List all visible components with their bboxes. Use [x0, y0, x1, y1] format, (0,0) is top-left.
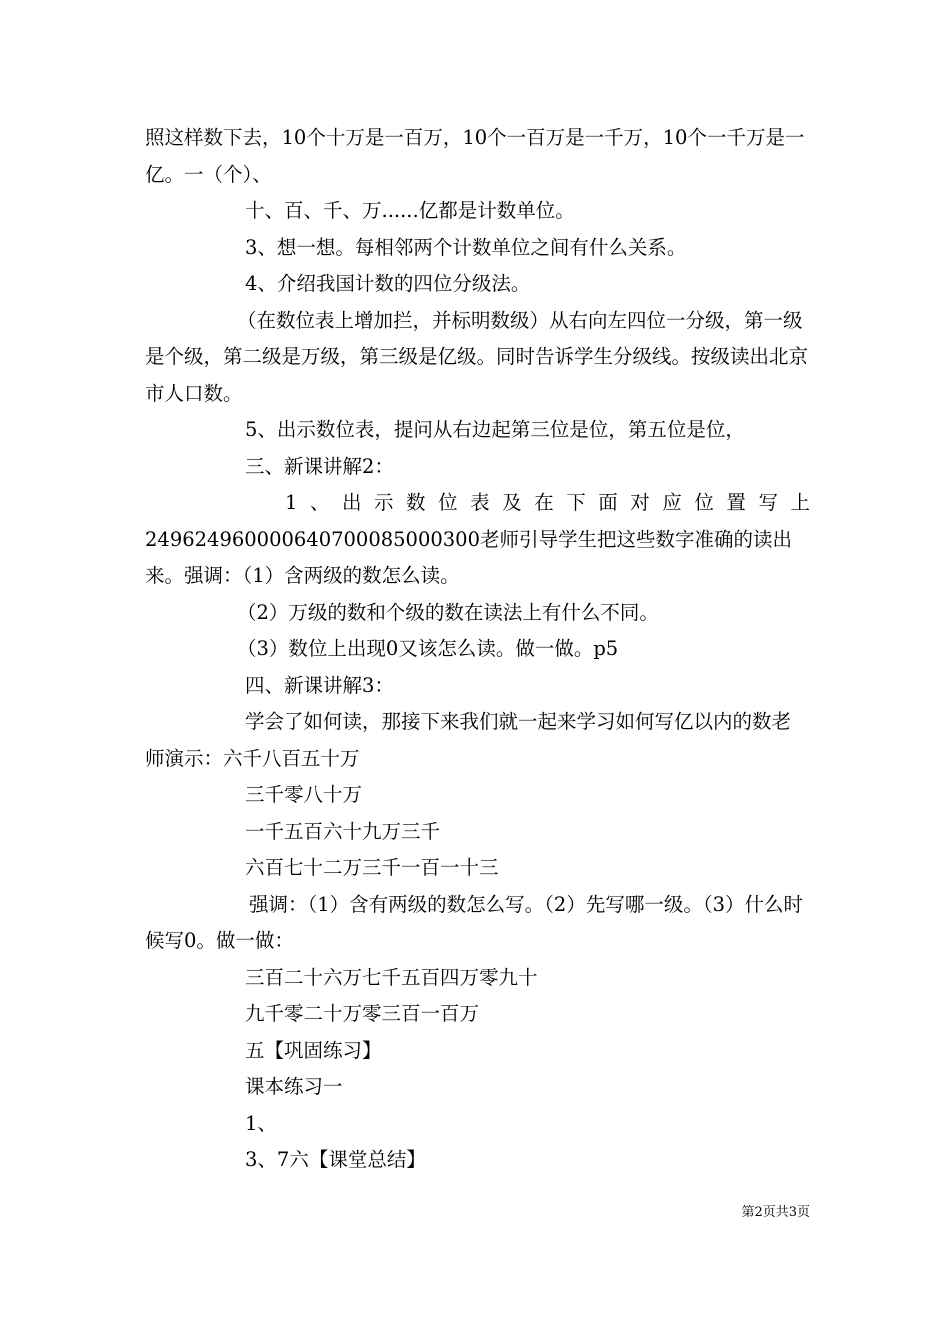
paragraph-item-1: 1、: [245, 1111, 277, 1135]
paragraph-show-table: 1、出示数位表及在下面对应位置写上: [285, 491, 810, 514]
section-heading-lesson-2: 三、新课讲解2：: [245, 454, 394, 478]
paragraph-emphasis-3: （3）数位上出现0又该怎么读。做一做。p5: [237, 637, 619, 660]
paragraph-grouping-detail: （在数位表上增加拦，并标明数级）从右向左四位一分级，第一级是个级，第二级是万级，第三级是亿级。同时告诉学生分级线。按级读出北京市人口数。: [145, 308, 809, 405]
paragraph-example-1: 三千零八十万: [245, 783, 363, 806]
section-heading-summary: 3、7六【课堂总结】: [245, 1148, 426, 1171]
paragraph-counting-units: 照这样数下去，10个十万是一百万，10个一百万是一千万，10个一千万是一亿。一（个）、: [145, 126, 805, 186]
paragraph-exercise-1: 三百二十六万七千五百四万零九十: [245, 965, 538, 989]
paragraph-think: 3、想一想。每相邻两个计数单位之间有什么关系。: [245, 235, 687, 259]
paragraph-emphasis-2: （2）万级的数和个级的数在读法上有什么不同。: [237, 600, 659, 624]
paragraph-place-table: 5、出示数位表，提问从右边起第三位是位，第五位是位，: [245, 418, 745, 441]
paragraph-writing-intro: 学会了如何读，那接下来我们就一起来学习如何写亿以内的数老师演示：六千八百五十万: [145, 710, 792, 770]
paragraph-grouping-method: 4、介绍我国计数的四位分级法。: [245, 272, 531, 295]
paragraph-writing-emphasis: 强调：（1）含有两级的数怎么写。（2）先写哪一级。（3）什么时候写0。做一做：: [145, 892, 803, 952]
page-number-footer: 第2页共3页: [741, 1205, 810, 1220]
section-heading-lesson-3: 四、新课讲解3：: [245, 673, 394, 697]
paragraph-example-2: 一千五百六十九万三千: [245, 819, 441, 843]
paragraph-units-list: 十、百、千、万......亿都是计数单位。: [245, 199, 575, 222]
paragraph-textbook-exercise: 课本练习一: [245, 1075, 343, 1098]
paragraph-exercise-2: 九千零二十万零三百一百万: [245, 1002, 480, 1025]
paragraph-numbers-reading: 2496249600006407000850003​00老师引导学生把这些数字准确的读出来。强调：（1）含两级的数怎么读。: [145, 527, 792, 587]
document-body: [145, 120, 810, 1179]
paragraph-example-3: 六百七十二万三千一百一十三: [245, 856, 499, 879]
section-heading-practice: 五【巩固练习】: [245, 1038, 382, 1062]
